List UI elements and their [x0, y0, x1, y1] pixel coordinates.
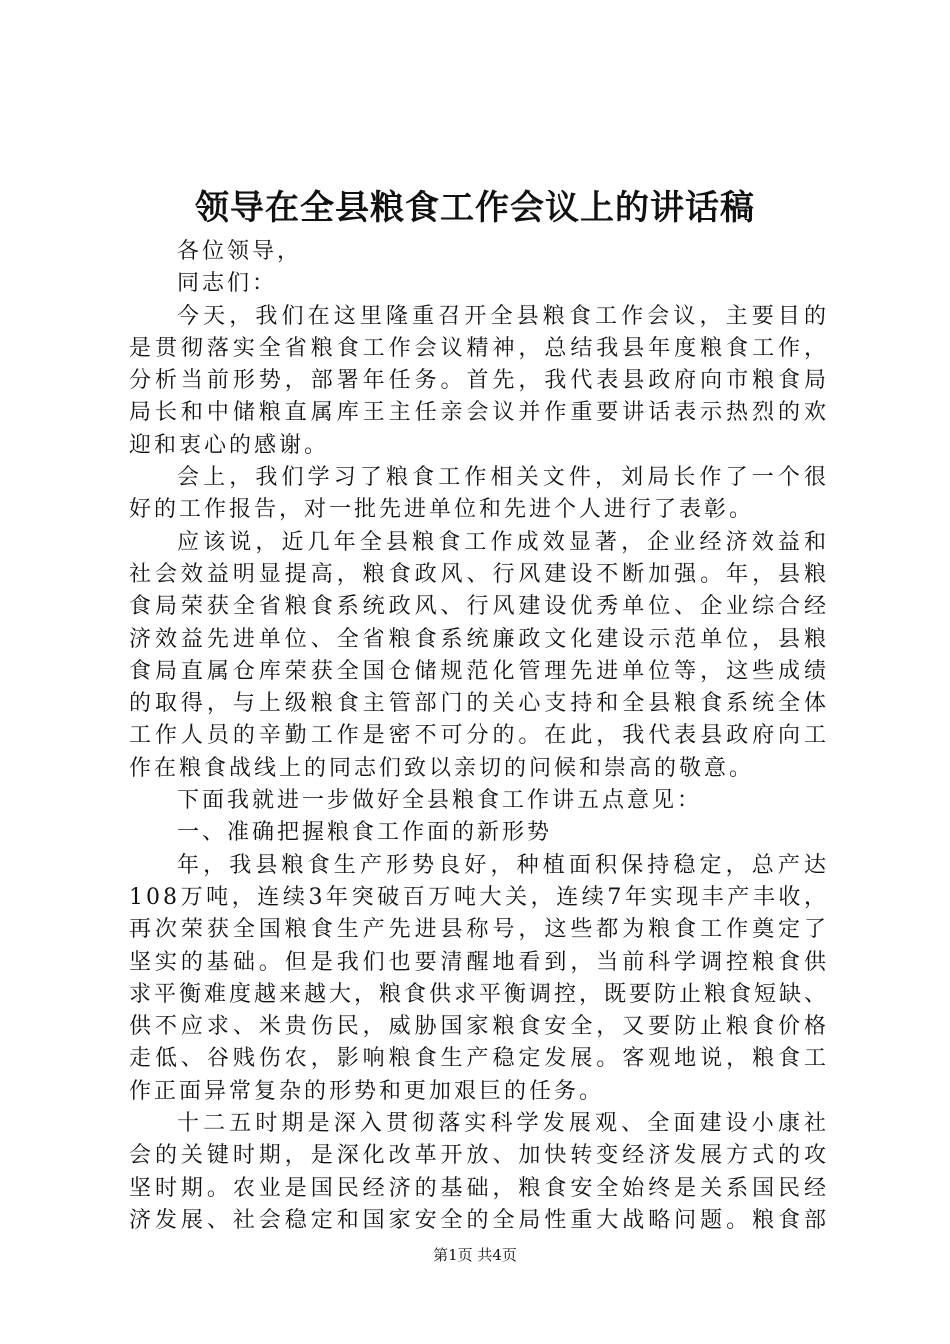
text-line: 工作人员的辛勤工作是密不可分的。在此，我代表县政府向工	[129, 723, 829, 749]
text-line: 食局荣获全省粮食系统政风、行风建设优秀单位、企业综合经	[129, 594, 829, 620]
text-line: 下面我就进一步做好全县粮食工作讲五点意见：	[177, 788, 703, 814]
text-line: 求平衡难度越来越大，粮食供求平衡调控，既要防止粮食短缺、	[129, 981, 829, 1007]
text-line: 分析当前形势，部署年任务。首先，我代表县政府向市粮食局	[129, 368, 829, 394]
text-line: 作正面异常复杂的形势和更加艰巨的任务。	[129, 1078, 605, 1104]
text-line: 年，我县粮食生产形势良好，种植面积保持稳定，总产达	[177, 852, 829, 878]
text-line: 济发展、社会稳定和国家安全的全局性重大战略问题。粮食部	[129, 1207, 829, 1233]
text-line: 一、准确把握粮食工作面的新形势	[177, 820, 553, 846]
text-line: 今天，我们在这里隆重召开全县粮食工作会议，主要目的	[177, 303, 829, 329]
text-line: 局长和中储粮直属库王主任亲会议并作重要讲话表示热烈的欢	[129, 400, 829, 426]
text-line: 会的关键时期，是深化改革开放、加快转变经济发展方式的攻	[129, 1143, 829, 1169]
text-line: 好的工作报告，对一批先进单位和先进个人进行了表彰。	[129, 497, 755, 523]
text-line: 应该说，近几年全县粮食工作成效显著，企业经济效益和	[177, 529, 829, 555]
text-line: 迎和衷心的感谢。	[129, 432, 330, 458]
text-line: 走低、谷贱伤农，影响粮食生产稳定发展。客观地说，粮食工	[129, 1046, 829, 1072]
text-line: 是贯彻落实全省粮食工作会议精神，总结我县年度粮食工作，	[129, 335, 829, 361]
text-line: 济效益先进单位、全省粮食系统廉政文化建设示范单位，县粮	[129, 626, 829, 652]
page-footer: 第1页 共4页	[433, 1246, 517, 1264]
text-line: 作在粮食战线上的同志们致以亲切的问候和崇高的敬意。	[129, 755, 755, 781]
text-line: 再次荣获全国粮食生产先进县称号，这些都为粮食工作奠定了	[129, 917, 829, 943]
text-line: 社会效益明显提高，粮食政风、行风建设不断加强。年，县粮	[129, 561, 829, 587]
text-line: 会上，我们学习了粮食工作相关文件，刘局长作了一个很	[177, 465, 829, 491]
text-line: 同志们：	[177, 271, 278, 297]
text-line: 十二五时期是深入贯彻落实科学发展观、全面建设小康社	[177, 1111, 829, 1137]
text-line: 供不应求、米贵伤民，威胁国家粮食安全，又要防止粮食价格	[129, 1014, 829, 1040]
text-line: 坚时期。农业是国民经济的基础，粮食安全始终是关系国民经	[129, 1175, 829, 1201]
text-line: 坚实的基础。但是我们也要清醒地看到，当前科学调控粮食供	[129, 949, 829, 975]
text-line: 108万吨，连续3年突破百万吨大关，连续7年实现丰产丰收，	[129, 884, 829, 910]
text-line: 的取得，与上级粮食主管部门的关心支持和全县粮食系统全体	[129, 691, 829, 717]
text-line: 食局直属仓库荣获全国仓储规范化管理先进单位等，这些成绩	[129, 658, 829, 684]
page-title: 领导在全县粮食工作会议上的讲话稿	[195, 188, 755, 228]
document-body	[129, 236, 829, 1237]
text-line: 各位领导，	[177, 239, 303, 264]
